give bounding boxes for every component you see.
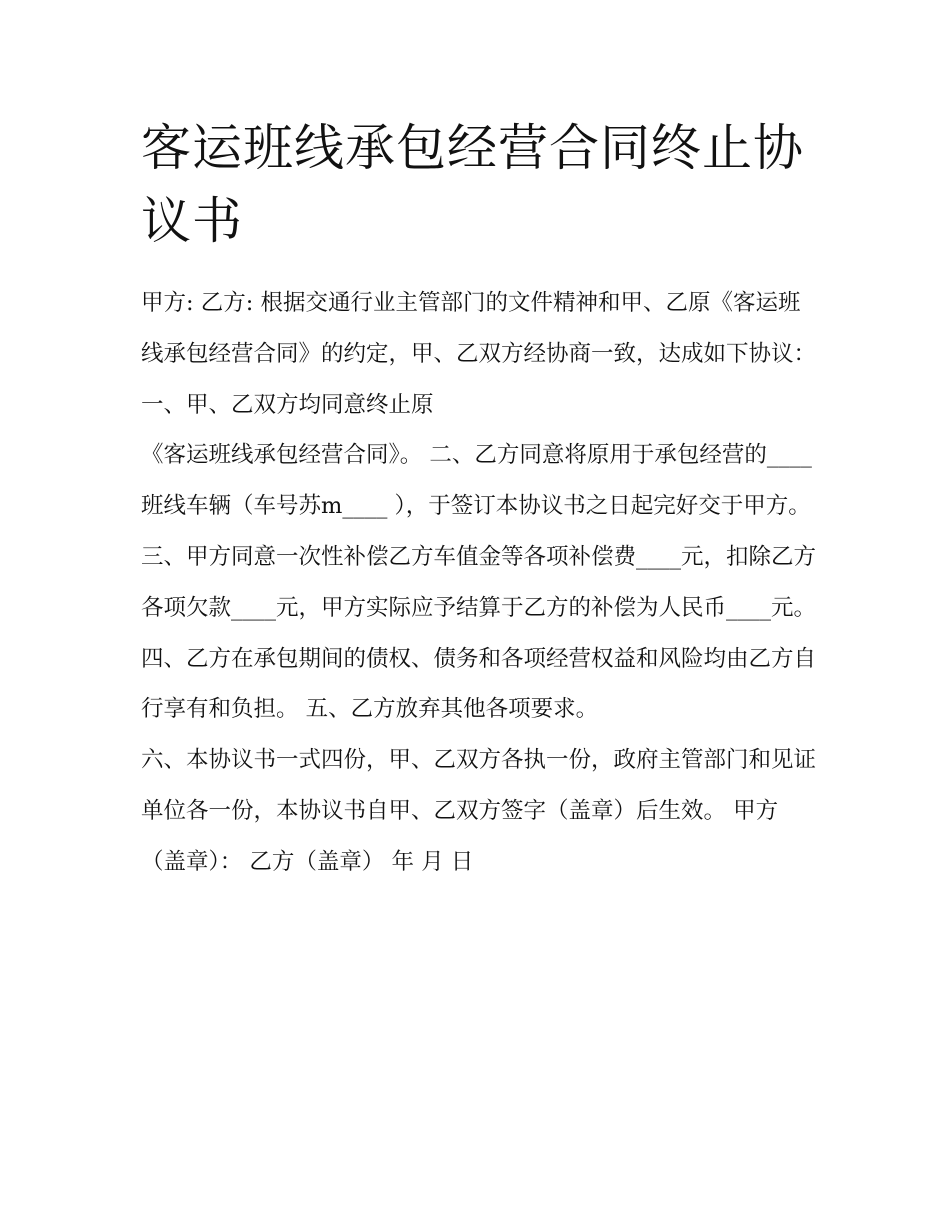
paragraph-clause-6-signatures: 六、本协议书一式四份，甲、乙双方各执一份，政府主管部门和见证单位各一份，本协议书自甲、乙双方签字（盖章）后生效。 甲方（盖章）： 乙方（盖章） 年 月 日 — [141, 747, 817, 875]
document-page — [141, 112, 821, 888]
paragraph-clause-1-2: 《客运班线承包经营合同》。 二、乙方同意将原用于承包经营的____班线车辆（车号苏m____ ），于签订本协议书之日起完好交于甲方。 — [141, 442, 812, 520]
paragraph-clause-4-5: 四、乙方在承包期间的债权、债务和各项经营权益和风险均由乙方自行享有和负担。 五、乙方放弃其他各项要求。 — [141, 645, 817, 723]
paragraph-clause-3: 三、甲方同意一次性补偿乙方车值金等各项补偿费____元，扣除乙方各项欠款____元，甲方实际应予结算于乙方的补偿为人民币____元。 — [141, 543, 817, 621]
paragraph-preamble: 甲方: 乙方: 根据交通行业主管部门的文件精神和甲、乙原《客运班线承包经营合同》的约定，甲、乙双方经协商一致，达成如下协议： 一、甲、乙双方均同意终止原 — [141, 290, 817, 418]
document-title: 客运班线承包经营合同终止协议书 — [141, 119, 804, 250]
